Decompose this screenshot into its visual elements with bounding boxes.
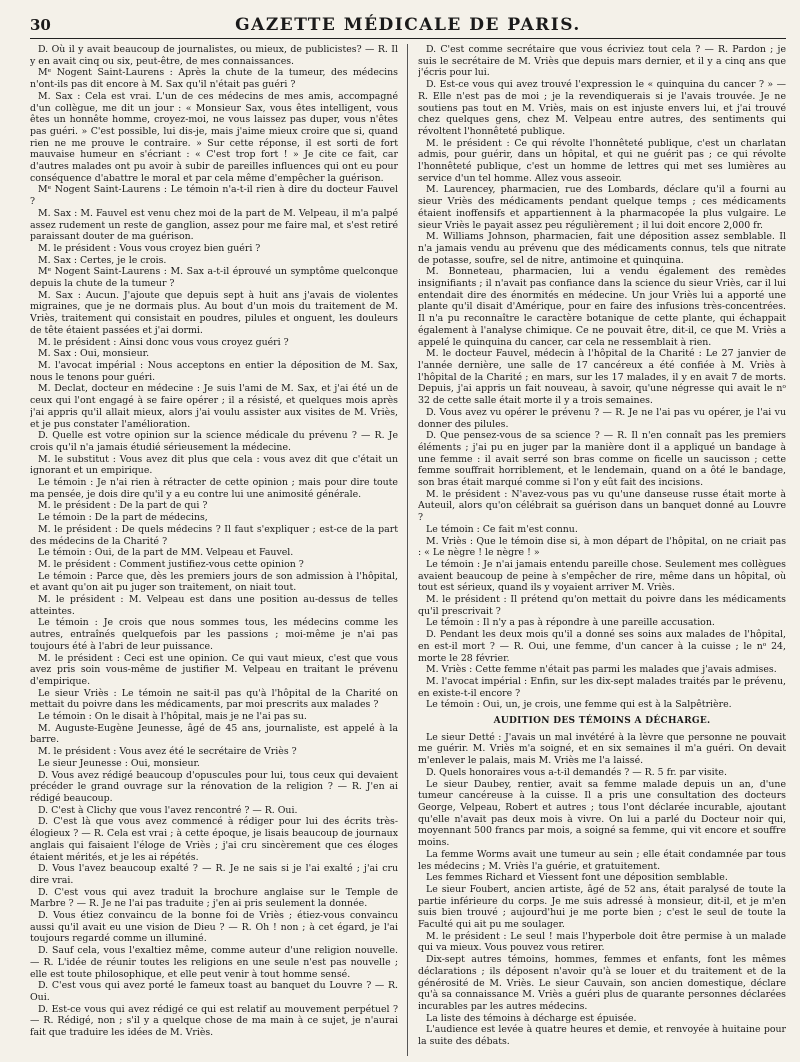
left-column [30, 44, 398, 1056]
paragraph: D. Quelle est votre opinion sur la science médicale du prévenu ? — R. Je crois qu'il n'a jamais étudié sérieusement la médecine. [30, 430, 398, 453]
paragraph: M. le président : De quels médecins ? Il faut s'expliquer ; est-ce de la part des médecins de la Charité ? [30, 523, 398, 547]
paragraph: M. Auguste-Eugène Jeunesse, âgé de 45 ans, journaliste, est appelé à la barre. [30, 722, 398, 746]
paragraph: Le témoin : On le disait à l'hôpital, mais je ne l'ai pas su. [38, 711, 307, 723]
paragraph: M. Sax : Oui, monsieur. [38, 348, 150, 360]
paragraph: D. Est-ce vous qui avez rédigé ce qui est relatif au mouvement perpétuel ? — R. Rédigé, non ; s'il y a quelque chose de ma main à ce sujet, je n'aurai fait que traduire les idées de M. Vriès. [30, 1003, 398, 1039]
paragraph: D. Quels honoraires vous a-t-il demandés ? — R. 5 fr. par visite. [426, 766, 727, 778]
paragraph: M. le président : Ce qui révolte l'honnêteté publique, c'est un charlatan admis, pour guérir, dans un hôpital, et qui ne guérit pas ; ce qui révolte l'honnêteté publique, c'est un homme de lettres qui met ses lumières au service d'un tel homme. Allez vous asseoir. [418, 137, 786, 184]
paragraph: D. Où il y avait beaucoup de journalistes, ou mieux, de publicistes? — R. Il y en avait cinq ou six, peut-être, de mes connaissances. [30, 44, 398, 67]
right-column [418, 44, 786, 1056]
paragraph: La liste des témoins à décharge est épuisée. [426, 1012, 637, 1024]
paragraph: M. Sax : Cela est vrai. L'un de ces médecins de mes amis, accompagné d'un collègue, me dit un jour : « Monsieur Sax, vous êtes intelligent, vous êtes un honnête homme, croyez-moi, ne vous laissez pas duper, vous n'êtes pas guéri. » C'est possible, lui dis-je, mais j'aime mieux croire que si, quand rien ne me prouve le contraire. » Sur cette réponse, il est sorti de fort mauvaise humeur en s'écriant : « C'est trop fort ! » Je cite ce fait, car d'autres malades ont pu avoir à subir de pareilles influences qui ont eu pour conséquence d'abattre le moral et par cela même d'empêcher la guérison. [30, 90, 398, 184]
paragraph: Le témoin : De la part de médecins, [38, 512, 208, 524]
paragraph: Le témoin : Je n'ai jamais entendu pareille chose. Seulement mes collègues avaient beaucoup de peine à s'empêcher de rire, même dans un hôpital, où tout est sérieux, quand ils y voyaient arriver M. Vriès. [418, 558, 786, 594]
paragraph: M. le docteur Fauvel, médecin à l'hôpital de la Charité : Le 27 janvier de l'année dernière, une salle de 17 cancéreux a été confiée à M. Vriès à l'hôpital de la Charité ; en mars, sur les 17 malades, il y en avait 7 de morts. Depuis, j'ai appris un fait nouveau, à savoir, qu'une négresse qui avait le nᵒ 32 de cette salle était morte il y a trois semaines. [418, 348, 786, 407]
paragraph: M. le président : Ainsi donc vous vous croyez guéri ? [38, 336, 289, 348]
gazette-title: GAZETTE MÉDICALE DE PARIS. [235, 15, 581, 35]
paragraph: Le témoin : Ce fait m'est connu. [426, 523, 578, 535]
paragraph: Mᵉ Nogent Saint-Laurens : M. Sax a-t-il éprouvé un symptôme quelconque depuis la chute de la tumeur ? [30, 266, 398, 290]
paragraph: M. le président : Ceci est une opinion. Ce qui vaut mieux, c'est que vous avez pris soin vous-même de justifier M. Velpeau en traitant le prévenu d'empirique. [30, 652, 398, 687]
paragraph: Les femmes Richard et Viessent font une déposition semblable. [426, 872, 728, 884]
paragraph: D. Sauf cela, vous l'exaltiez même, comme auteur d'une religion nouvelle. — R. L'idée de réunir toutes les religions en une seule n'est pas nouvelle ; elle est toute philosophique, et elle peut venir à tout homme sensé. [30, 945, 398, 980]
paragraph: Le témoin : Il n'y a pas à répondre à une pareille accusation. [426, 617, 715, 629]
paragraph: M. Vriès : Que le témoin dise si, à mon départ de l'hôpital, on ne criait pas : « Le nègre ! le nègre ! » [418, 535, 786, 559]
paragraph: M. le président : Comment justifiez-vous cette opinion ? [38, 558, 304, 570]
page-header [30, 14, 786, 39]
paragraph: D. Vous l'avez beaucoup exalté ? — R. Je ne sais si je l'ai exalté ; j'ai cru dire vrai. [30, 863, 398, 886]
paragraph: M. le président : Il prétend qu'on mettait du poivre dans les médicaments qu'il prescrivait ? [418, 594, 786, 617]
paragraph: Le sieur Daubey, rentier, avait sa femme malade depuis un an, d'une tumeur cancéreuse à la cuisse. Il a pris une consultation des docteurs George, Velpeau, Robert et autres ; tous l'ont déclarée incurable, ajoutant qu'elle n'avait pas deux mois à vivre. On lui a parlé du Docteur noir qui, moyennant 500 francs par mois, a soigné sa femme, qui vit encore et souffre moins. [418, 778, 786, 849]
paragraph: D. Vous avez vu opérer le prévenu ? — R. Je ne l'ai pas vu opérer, je l'ai vu donner des pilules. [418, 406, 786, 430]
paragraph: D. Vous étiez convaincu de la bonne foi de Vriès ; étiez-vous convaincu aussi qu'il avait eu une vision de Dieu ? — R. Oh ! non ; à cet égard, je l'ai toujours regardé comme un illuminé. [30, 910, 398, 945]
paragraph: Mᵉ Nogent Saint-Laurens : Le témoin n'a-t-il rien à dire du docteur Fauvel ? [30, 184, 398, 208]
paragraph: M. Williams Johnson, pharmacien, fait une déposition assez semblable. Il n'a jamais vendu au prévenu que des médicaments connus, tels que nitrate de potasse, soufre, sel de nitre, antimoine et quinquina. [418, 231, 786, 266]
right-column-testimony [418, 44, 786, 711]
paragraph: M. le président : Vous vous croyez bien guéri ? [38, 242, 261, 254]
paragraph: M. l'avocat impérial : Nous acceptons en entier la déposition de M. Sax, nous le tenons pour guéri. [30, 359, 398, 383]
paragraph: Le sieur Vriès : Le témoin ne sait-il pas qu'à l'hôpital de la Charité on mettait du poivre dans les médicaments, par moi prescrits aux malades ? [30, 687, 398, 711]
paragraph: Le sieur Foubert, ancien artiste, âgé de 52 ans, était paralysé de toute la partie inférieure du corps. Je me suis adressé à monsieur, dit-il, et je m'en suis bien trouvé ; aujourd'hui je me porte bien ; c'est le seul de toute la Faculté qui ait pu me soulager. [418, 883, 786, 931]
paragraph: M. Sax : Aucun. J'ajoute que depuis sept à huit ans j'avais de violentes migraines, que je ne dormais plus. Au bout d'un mois du traitement de M. Vriès, traitement qui consistait en poudres, pilules et onguent, les douleurs de tête étaient passées et j'ai dormi. [30, 289, 398, 336]
paragraph: La femme Worms avait une tumeur au sein ; elle était condamnée par tous les médecins ; M. Vriès l'a guérie, et gratuitement. [418, 848, 786, 872]
paragraph: M. le substitut : Vous avez dit plus que cela : vous avez dit que c'était un ignorant et un empirique. [30, 453, 398, 477]
paragraph: L'audience est levée à quatre heures et demie, et renvoyée à huitaine pour la suite des débats. [418, 1024, 786, 1048]
paragraph: Le témoin : Oui, de la part de MM. Velpeau et Fauvel. [38, 547, 294, 559]
paragraph: M. le président : M. Velpeau est dans une position au-dessus de telles atteintes. [30, 594, 398, 617]
paragraph: Le témoin : Parce que, dès les premiers jours de son admission à l'hôpital, et avant qu'on ait pu juger son traitement, on niait tout. [30, 570, 398, 594]
right-column-defense-witnesses [418, 732, 786, 1048]
paragraph: M. l'avocat impérial : Enfin, sur les dix-sept malades traités par le prévenu, en existe-t-il encore ? [418, 675, 786, 699]
paragraph: M. le président : Le seul ! mais l'hyperbole doit être permise à un malade qui va mieux. Vous pouvez vous retirer. [418, 930, 786, 954]
paragraph: Le témoin : Oui, un, je crois, une femme qui est à la Salpêtrière. [426, 699, 732, 711]
paragraph: D. Est-ce vous qui avez trouvé l'expression le « quinquina du cancer ? » — R. Elle n'est pas de moi ; je la revendiquerais si je l'avais trouvée. Je ne soutiens pas tout en M. Vriès, mais on est injuste envers lui, et j'ai trouvé chez quelques gens, chez M. Velpeau entre autres, des sentiments qui révoltent l'honnêteté publique. [418, 79, 786, 137]
paragraph: D. C'est à Clichy que vous l'avez rencontré ? — R. Oui. [38, 804, 298, 816]
paragraph: Le sieur Detté : J'avais un mal invétéré à la lèvre que personne ne pouvait me guérir. M. Vriès m'a soigné, et en six semaines il m'a guéri. On devait m'enlever le palais, mais M. Vriès me l'a laissé. [418, 731, 786, 767]
paragraph: D. C'est là que vous avez commencé à rédiger pour lui des écrits très-élogieux ? — R. Cela est vrai ; à cette époque, je lisais beaucoup de journaux anglais qui faisaient l'éloge de Vriès ; j'ai cru sincèrement que ces éloges étaient mérités, et je les ai répétés. [30, 816, 398, 863]
section-heading: AUDITION DES TÉMOINS A DÉCHARGE. [493, 716, 711, 727]
paragraph: D. C'est comme secrétaire que vous écriviez tout cela ? — R. Pardon ; je suis le secrétaire de M. Vriès que depuis mars dernier, et il y a cinq ans que j'écris pour lui. [418, 44, 786, 79]
paragraph: Le sieur Jeunesse : Oui, monsieur. [38, 757, 200, 769]
paragraph: M. Laurencey, pharmacien, rue des Lombards, déclare qu'il a fourni au sieur Vriès des médicaments pendant quelque temps ; ces médicaments étaient inoffensifs et appartiennent à la pharmacopée la plus vulgaire. Le sieur Vriès le payait assez peu régulièrement ; il lui doit encore 2,000 fr. [418, 184, 786, 231]
column-divider [407, 44, 408, 1056]
paragraph: D. Pendant les deux mois qu'il a donné ses soins aux malades de l'hôpital, en est-il mort ? — R. Oui, une femme, d'un cancer à la cuisse ; le nᵒ 24, morte le 28 février. [418, 629, 786, 664]
paragraph: M. Vriès : Cette femme n'était pas parmi les malades que j'avais admises. [426, 664, 777, 676]
columns [30, 44, 786, 1056]
paragraph: D. Vous avez rédigé beaucoup d'opuscules pour lui, tous ceux qui devaient précéder le grand ouvrage sur la rénovation de la religion ? — R. J'en ai rédigé beaucoup. [30, 769, 398, 804]
paragraph: Mᵉ Nogent Saint-Laurens : Après la chute de la tumeur, des médecins n'ont-ils pas dit encore à M. Sax qu'il n'était pas guéri ? [30, 67, 398, 91]
paragraph: M. le président : De la part de qui ? [38, 500, 208, 512]
paragraph: M. Declat, docteur en médecine : Je suis l'ami de M. Sax, et j'ai été un de ceux qui l'ont engagé à se faire opérer ; il a résisté, et quelques mois après j'ai appris qu'il allait mieux, alors j'ai voulu assister aux visites de M. Vriès, et je pus constater l'amélioration. [30, 383, 398, 430]
paragraph: Le témoin : Je crois que nous sommes tous, les médecins comme les autres, entraînés quelquefois par les passions ; moi-même je n'ai pas toujours été à l'abri de leur puissance. [30, 617, 398, 652]
paragraph: D. C'est vous qui avez porté le fameux toast au banquet du Louvre ? — R. Oui. [30, 980, 398, 1003]
paragraph: Le témoin : Je n'ai rien à rétracter de cette opinion ; mais pour dire toute ma pensée, je dois dire qu'il y a eu contre lui une animosité générale. [30, 477, 398, 500]
paragraph: D. C'est vous qui avez traduit la brochure anglaise sur le Temple de Marbre ? — R. Je ne l'ai pas traduite ; j'en ai pris seulement la donnée. [30, 886, 398, 910]
paragraph: M. Sax : M. Fauvel est venu chez moi de la part de M. Velpeau, il m'a palpé assez rudement un reste de ganglion, assez pour me faire mal, et s'est retiré paraissant douter de ma guérison. [30, 207, 398, 243]
paragraph: M. Bonneteau, pharmacien, lui a vendu également des remèdes insignifiants ; il n'avait pas confiance dans la science du sieur Vriès, car il lui entendait dire des énormités en médecine. Un jour Vriès lui a apporté une plante qu'il disait d'Amérique, pour en faire des infusions très-concentrées. Il n'a pu reconnaître le caractère botanique de cette plante, qui échappait également à l'analyse chimique. Ce ne pouvait être, dit-il, ce que M. Vriès a appelé le quinquina du cancer, car cela ne ressemblait à rien. [418, 266, 786, 348]
paragraph: M. le président : N'avez-vous pas vu qu'une danseuse russe était morte à Auteuil, alors qu'on célébrait sa guérison dans un banquet donné au Louvre ? [418, 488, 786, 524]
paragraph: D. Que pensez-vous de sa science ? — R. Il n'en connaît pas les premiers éléments ; j'ai pu en juger par la manière dont il a appliqué un bandage à une femme : il avait serré son bras comme on ficelle un saucisson ; cette femme souffrait horriblement, et le lendemain, quand on a ôté le bandage, son bras était marqué comme si l'on y eût fait des incisions. [418, 430, 786, 489]
paragraph: M. Sax : Certes, je le crois. [38, 254, 167, 266]
paragraph: M. le président : Vous avez été le secrétaire de Vriès ? [38, 746, 297, 758]
page-number: 30 [30, 16, 51, 34]
paragraph: Dix-sept autres témoins, hommes, femmes et enfants, font les mêmes déclarations ; ils déposent n'avoir qu'à se louer et du traitement et de la générosité de M. Vriès. Le sieur Cauvain, son ancien domestique, déclare qu'à sa connaissance M. Vriès a guéri plus de quarante personnes déclarées incurables par les autres médecins. [418, 954, 786, 1012]
